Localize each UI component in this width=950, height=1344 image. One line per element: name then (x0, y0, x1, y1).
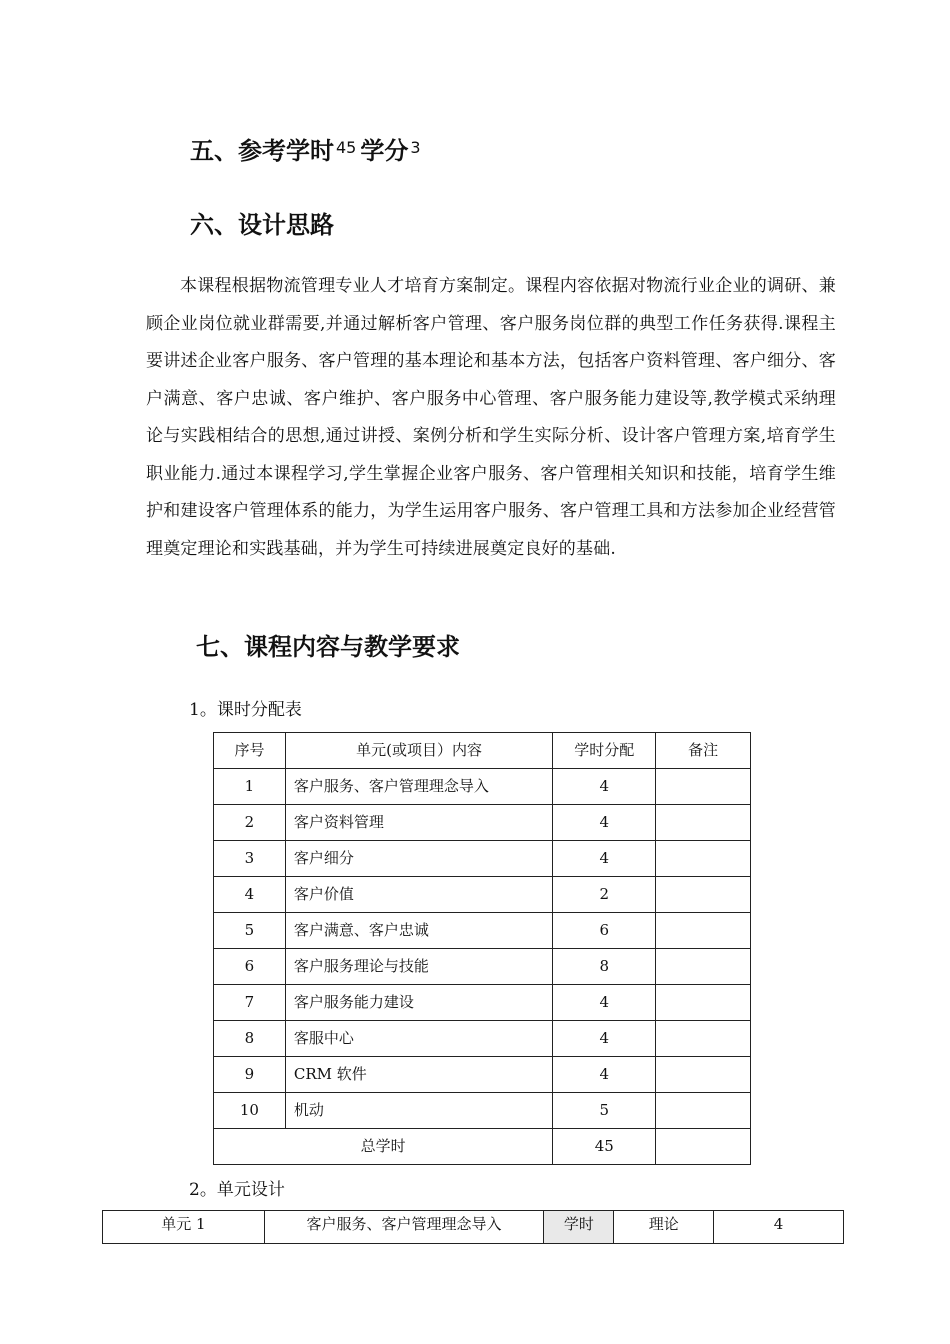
row-note (656, 877, 751, 913)
section-6-heading: 六、设计思路 (190, 211, 334, 239)
row-content: 机动 (285, 1093, 552, 1129)
table-total-row (214, 1129, 751, 1165)
row-note (656, 1057, 751, 1093)
row-no: 8 (214, 1021, 286, 1057)
row-note (656, 805, 751, 841)
row-note (656, 841, 751, 877)
unit-theory-label: 理论 (614, 1211, 714, 1244)
subsection-1-title: 1。课时分配表 (189, 700, 302, 720)
row-content: 客户细分 (285, 841, 552, 877)
unit-content: 客户服务、客户管理理念导入 (264, 1211, 544, 1244)
header-content: 单元(或项目）内容 (285, 733, 552, 769)
row-content: CRM 软件 (285, 1057, 552, 1093)
table-row (214, 913, 751, 949)
row-no: 1 (214, 769, 286, 805)
section-5-credit-label: 学分 (360, 137, 409, 165)
table-row (214, 877, 751, 913)
subsection-2-title: 2。单元设计 (189, 1180, 285, 1200)
row-content: 客户价值 (285, 877, 552, 913)
unit-row (103, 1211, 844, 1244)
unit-hours-label: 学时 (544, 1211, 614, 1244)
unit-label: 单元 1 (103, 1211, 265, 1244)
table-header-row (214, 733, 751, 769)
section-5-credits: 3 (410, 138, 421, 157)
table-row (214, 841, 751, 877)
table-row (214, 805, 751, 841)
row-content: 客服中心 (285, 1021, 552, 1057)
row-content: 客户服务、客户管理理念导入 (285, 769, 552, 805)
row-hours: 6 (553, 913, 656, 949)
row-hours: 5 (553, 1093, 656, 1129)
row-note (656, 769, 751, 805)
unit-design-table (102, 1210, 844, 1244)
row-no: 4 (214, 877, 286, 913)
row-no: 10 (214, 1093, 286, 1129)
section-7-heading: 七、课程内容与教学要求 (196, 633, 460, 661)
row-hours: 4 (553, 805, 656, 841)
row-no: 2 (214, 805, 286, 841)
row-hours: 2 (553, 877, 656, 913)
row-note (656, 1021, 751, 1057)
row-content: 客户服务理论与技能 (285, 949, 552, 985)
row-no: 5 (214, 913, 286, 949)
row-hours: 8 (553, 949, 656, 985)
row-no: 6 (214, 949, 286, 985)
section-5-heading (190, 133, 425, 166)
total-label: 总学时 (214, 1129, 553, 1165)
table-row (214, 949, 751, 985)
table-row (214, 1021, 751, 1057)
row-hours: 4 (553, 1057, 656, 1093)
row-no: 7 (214, 985, 286, 1021)
table-row (214, 985, 751, 1021)
unit-theory-hours: 4 (714, 1211, 844, 1244)
header-no: 序号 (214, 733, 286, 769)
table-row (214, 1093, 751, 1129)
section-5-hours: 45 (336, 138, 357, 157)
row-hours: 4 (553, 1021, 656, 1057)
header-hours: 学时分配 (553, 733, 656, 769)
row-note (656, 949, 751, 985)
row-note (656, 913, 751, 949)
row-hours: 4 (553, 985, 656, 1021)
table-row (214, 769, 751, 805)
table-row (214, 1057, 751, 1093)
header-note: 备注 (656, 733, 751, 769)
row-note (656, 985, 751, 1021)
row-hours: 4 (553, 769, 656, 805)
row-content: 客户服务能力建设 (285, 985, 552, 1021)
total-hours: 45 (553, 1129, 656, 1165)
row-no: 3 (214, 841, 286, 877)
section-5-title: 五、参考学时 (190, 137, 334, 165)
design-paragraph: 本课程根据物流管理专业人才培育方案制定。课程内容依据对物流行业企业的调研、兼顾企业岗位就业群需要,并通过解析客户管理、客户服务岗位群的典型工作任务获得.课程主要讲述企业客户服务、客户管理的基本理论和基本方法，包括客户资料管理、客户细分、客户满意、客户忠诚、客户维护、客户服务中心管理、客户服务能力建设等,教学模式采纳理论与实践相结合的思想,通过讲授、案例分析和学生实际分析、设计客户管理方案,培育学生职业能力.通过本课程学习,学生掌握企业客户服务、客户管理相关知识和技能，培育学生维护和建设客户管理体系的能力，为学生运用客户服务、客户管理工具和方法参加企业经营管理奠定理论和实践基础，并为学生可持续进展奠定良好的基础. (146, 276, 836, 559)
row-hours: 4 (553, 841, 656, 877)
hours-allocation-table (213, 732, 751, 1165)
total-note (656, 1129, 751, 1165)
row-note (656, 1093, 751, 1129)
row-no: 9 (214, 1057, 286, 1093)
row-content: 客户资料管理 (285, 805, 552, 841)
row-content: 客户满意、客户忠诚 (285, 913, 552, 949)
